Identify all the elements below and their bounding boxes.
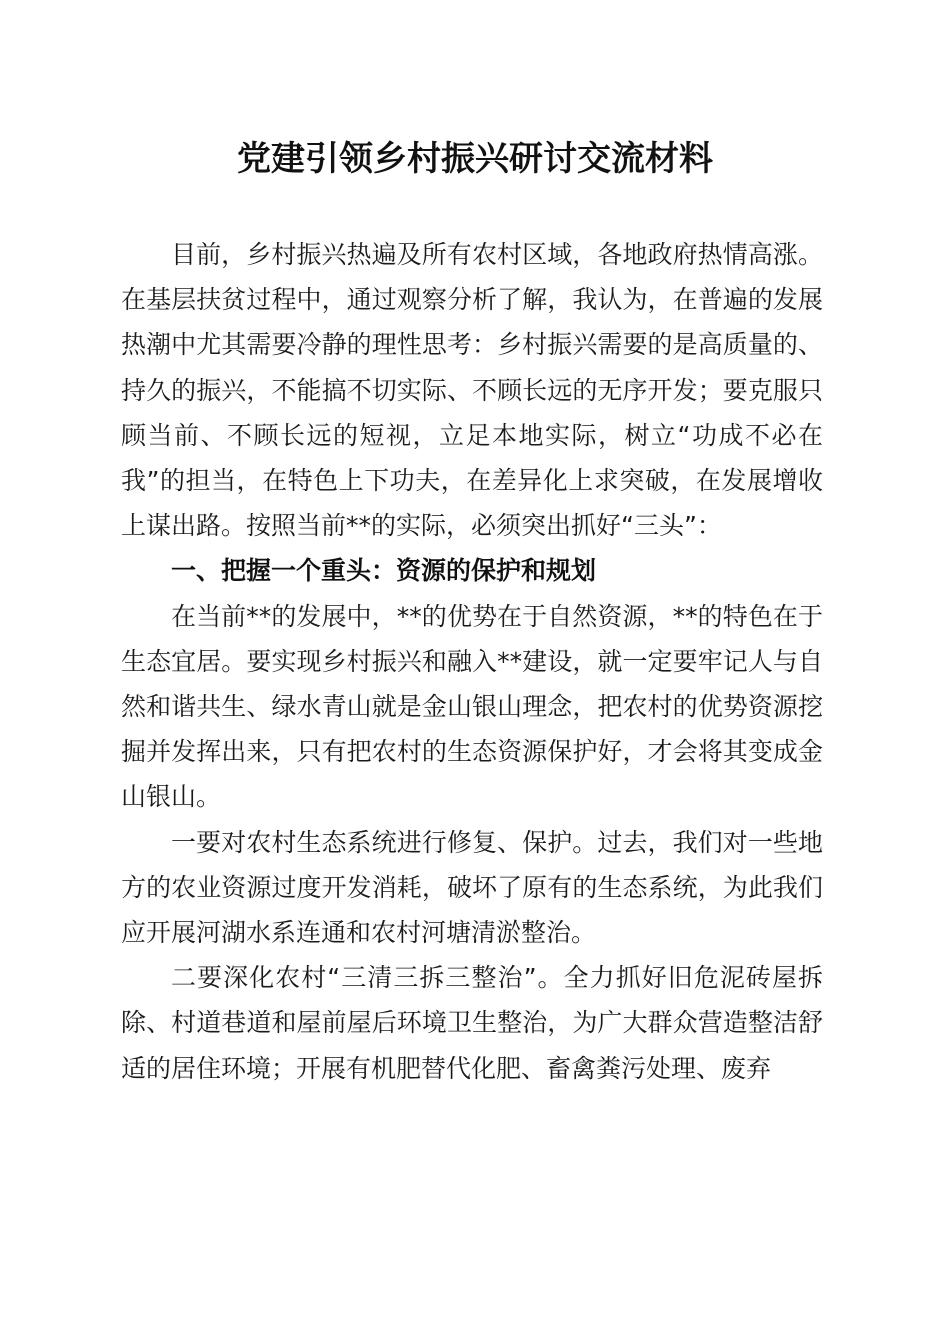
point-1-paragraph: 一要对农村生态系统进行修复、保护。过去，我们对一些地方的农业资源过度开发消耗，破坏了原有的生态系统，为此我们应开展河湖水系连通和农村河塘清淤整治。 <box>121 827 823 948</box>
point-2-paragraph: 二要深化农村“三清三拆三整治”。全力抓好旧危泥砖屋拆除、村道巷道和屋前屋后环境卫生整治，为广大群众营造整洁舒适的居住环境；开展有机肥替代化肥、畜禽粪污处理、废弃 <box>121 963 823 1083</box>
document-body <box>121 232 823 1091</box>
document-title: 党建引领乡村振兴研讨交流材料 <box>237 139 713 179</box>
section-1-paragraph: 在当前**的发展中，**的优势在于自然资源，**的特色在于生态宜居。要实现乡村振兴和融入**建设，就一定要牢记人与自然和谐共生、绿水青山就是金山银山理念，把农村的优势资源挖掘并发挥出来，只有把农村的生态资源保护好，才会将其变成金山银山。 <box>121 601 823 812</box>
intro-paragraph: 目前，乡村振兴热遍及所有农村区域，各地政府热情高涨。在基层扶贫过程中，通过观察分析了解，我认为，在普遍的发展热潮中尤其需要冷静的理性思考：乡村振兴需要的是高质量的、持久的振兴，不能搞不切实际、不顾长远的无序开发；要克服只顾当前、不顾长远的短视，立足本地实际，树立“功成不必在我”的担当，在特色上下功夫，在差异化上求突破，在发展增收上谋出路。按照当前**的实际，必须突出抓好“三头”： <box>121 240 823 541</box>
section-heading-1: 一、把握一个重头：资源的保护和规划 <box>171 556 597 586</box>
